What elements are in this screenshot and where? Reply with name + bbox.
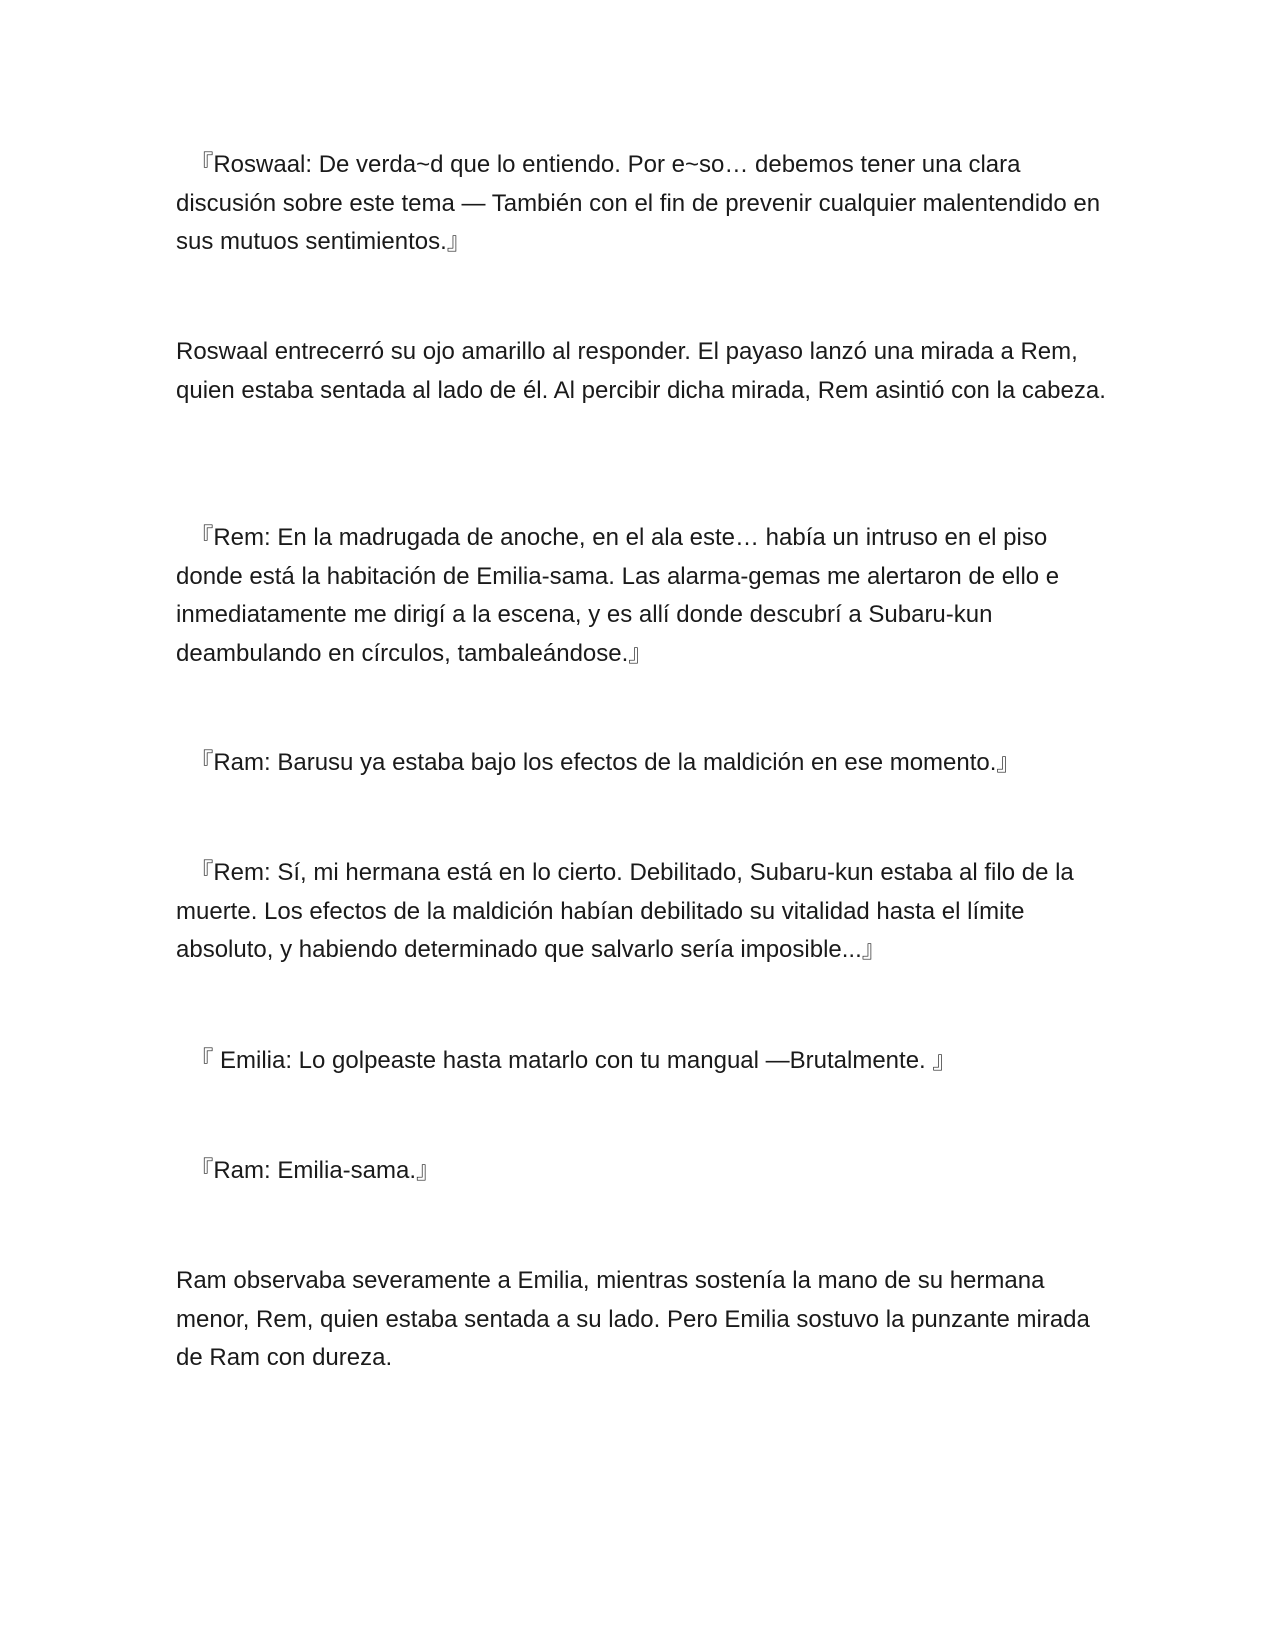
paragraph-narration-roswaal: Roswaal entrecerró su ojo amarillo al responder. El payaso lanzó una mirada a Rem, quien estaba sentada al lado de él. Al percibir dicha mirada, Rem asintió con la cabeza. [176, 338, 1106, 404]
paragraph-emilia-dialogue: 『 Emilia: Lo golpeaste hasta matarlo con tu mangual —Brutalmente. 』 [176, 1047, 957, 1074]
paragraph-ram-dialogue-curse: 『Ram: Barusu ya estaba bajo los efectos de la maldición en ese momento.』 [176, 749, 1021, 776]
paragraph-rem-dialogue-intruder: 『Rem: En la madrugada de anoche, en el ala este… había un intruso en el piso donde está la habitación de Emilia-sama. Las alarma-gemas me alertaron de ello e inmediatamente me dirigí a la escena, y es allí donde descubrí a Subaru-kun deambulando en círculos, tambaleándose.』 [176, 524, 1066, 667]
paragraph-narration-ram: Ram observaba severamente a Emilia, mientras sostenía la mano de su hermana menor, Rem, quien estaba sentada a su lado. Pero Emilia sostuvo la punzante mirada de Ram con dureza. [176, 1267, 1097, 1371]
paragraph-roswaal-dialogue: 『Roswaal: De verda~d que lo entiendo. Por e~so… debemos tener una clara discusión sobre este tema — También con el fin de prevenir cualquier malentendido en sus mutuos sentimientos.』 [176, 151, 1107, 255]
paragraph-ram-dialogue-emilia: 『Ram: Emilia-sama.』 [176, 1157, 441, 1184]
paragraph-rem-dialogue-death: 『Rem: Sí, mi hermana está en lo cierto. Debilitado, Subaru-kun estaba al filo de la muerte. Los efectos de la maldición habían debilitado su vitalidad hasta el límite absoluto, y habiendo determinado que salvarlo sería imposible...』 [176, 859, 1081, 963]
